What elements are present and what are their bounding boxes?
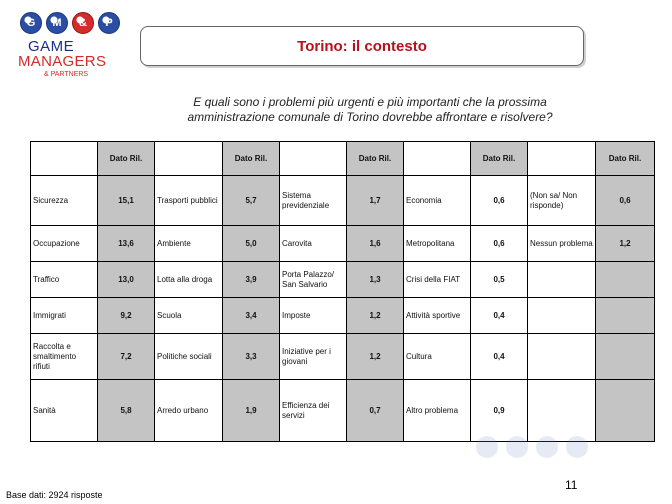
problem-label: Efficienza dei servizi: [280, 380, 347, 442]
problem-label: (Non sa/ Non risponde): [528, 176, 596, 226]
logo-text-game: GAME: [28, 38, 75, 55]
problem-label: Sanità: [31, 380, 98, 442]
problem-value: 9,2: [98, 298, 155, 334]
problem-value: 1,2: [596, 226, 655, 262]
problem-value: 13,0: [98, 262, 155, 298]
problem-label: Economia: [404, 176, 471, 226]
logo-ball-icon: G: [20, 12, 42, 34]
title-box: [140, 26, 584, 66]
header-cell: Dato Ril.: [98, 142, 155, 176]
problem-value: 1,6: [347, 226, 404, 262]
logo-ball-icon: &: [72, 12, 94, 34]
question-line-1: E quali sono i problemi più urgenti e più importanti che la prossima: [193, 95, 547, 109]
problem-value: 5,7: [223, 176, 280, 226]
logo-text-managers: MANAGERS: [18, 53, 107, 70]
header-blank-cell: [31, 142, 98, 176]
problem-value: 0,6: [471, 226, 528, 262]
page-title: Torino: il contesto: [297, 37, 427, 55]
watermark-ball-icon: [566, 436, 588, 458]
problem-value: 5,0: [223, 226, 280, 262]
header-cell: Dato Ril.: [223, 142, 280, 176]
question-line-2: amministrazione comunale di Torino dovrebbe affrontare e risolvere?: [187, 110, 553, 124]
table-row: [31, 298, 655, 334]
header-blank-cell: [404, 142, 471, 176]
problem-value: 3,3: [223, 334, 280, 380]
problem-label: Trasporti pubblici: [155, 176, 223, 226]
problem-label: Attività sportive: [404, 298, 471, 334]
logo-balls: [20, 10, 130, 40]
problem-label: Politiche sociali: [155, 334, 223, 380]
problem-value: 15,1: [98, 176, 155, 226]
problem-label: Lotta alla droga: [155, 262, 223, 298]
header-blank-cell: [155, 142, 223, 176]
base-note: Base dati: 2924 risposte: [6, 490, 103, 500]
problem-value: 1,3: [347, 262, 404, 298]
empty-value-cell: [596, 334, 655, 380]
problem-label: Arredo urbano: [155, 380, 223, 442]
problem-label: Imposte: [280, 298, 347, 334]
header-cell: Dato Ril.: [596, 142, 655, 176]
problem-label: Crisi della FIAT: [404, 262, 471, 298]
logo-ball-icon: P: [98, 12, 120, 34]
problem-label: Altro problema: [404, 380, 471, 442]
problem-value: 7,2: [98, 334, 155, 380]
empty-label-cell: [528, 298, 596, 334]
problem-value: 0,9: [471, 380, 528, 442]
problem-value: 1,9: [223, 380, 280, 442]
problem-value: 0,7: [347, 380, 404, 442]
table-row: [31, 176, 655, 226]
problem-label: Nessun problema: [528, 226, 596, 262]
problem-value: 0,5: [471, 262, 528, 298]
empty-value-cell: [596, 262, 655, 298]
header-cell: Dato Ril.: [471, 142, 528, 176]
table-row: [31, 262, 655, 298]
problem-value: 0,4: [471, 334, 528, 380]
problem-label: Sicurezza: [31, 176, 98, 226]
problem-label: Porta Palazzo/ San Salvario: [280, 262, 347, 298]
problem-label: Occupazione: [31, 226, 98, 262]
problem-label: Carovita: [280, 226, 347, 262]
problem-value: 5,8: [98, 380, 155, 442]
problem-value: 1,2: [347, 334, 404, 380]
empty-label-cell: [528, 262, 596, 298]
results-table: [30, 141, 655, 442]
header-blank-cell: [528, 142, 596, 176]
problem-label: Raccolta e smaltimento rifiuti: [31, 334, 98, 380]
page-number: 11: [565, 478, 578, 492]
table-row: [31, 226, 655, 262]
problem-label: Scuola: [155, 298, 223, 334]
logo-text-partners: & PARTNERS: [44, 71, 89, 78]
table-header-row: [31, 142, 655, 176]
watermark-ball-icon: [536, 436, 558, 458]
survey-question: [100, 95, 640, 125]
logo-ball-icon: M: [46, 12, 68, 34]
watermark-ball-icon: [506, 436, 528, 458]
problem-value: 0,4: [471, 298, 528, 334]
problem-value: 3,4: [223, 298, 280, 334]
empty-label-cell: [528, 334, 596, 380]
problem-value: 0,6: [596, 176, 655, 226]
empty-value-cell: [596, 298, 655, 334]
problem-value: 1,7: [347, 176, 404, 226]
header-blank-cell: [280, 142, 347, 176]
logo-watermark: [456, 430, 616, 466]
company-logo: [14, 10, 134, 84]
watermark-ball-icon: [476, 436, 498, 458]
problem-value: 13,6: [98, 226, 155, 262]
table-row: [31, 334, 655, 380]
problem-label: Traffico: [31, 262, 98, 298]
problem-value: 1,2: [347, 298, 404, 334]
problem-label: Immigrati: [31, 298, 98, 334]
problem-label: Cultura: [404, 334, 471, 380]
header-cell: Dato Ril.: [347, 142, 404, 176]
problem-label: Metropolitana: [404, 226, 471, 262]
problem-label: Ambiente: [155, 226, 223, 262]
problem-label: Iniziative per i giovani: [280, 334, 347, 380]
problem-value: 3,9: [223, 262, 280, 298]
problem-label: Sistema previdenziale: [280, 176, 347, 226]
problem-value: 0,6: [471, 176, 528, 226]
